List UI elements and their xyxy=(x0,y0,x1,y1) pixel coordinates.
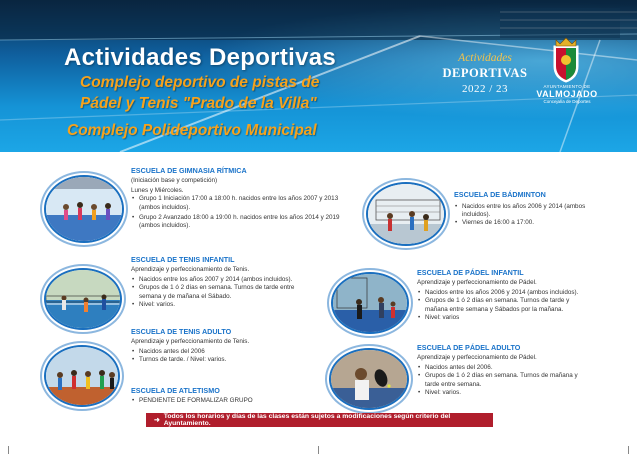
list-item: • Grupos de 1 ó 2 días en semana. Turnos de tarde entre semana y de mañana el Sábado. xyxy=(131,284,311,300)
logo-small-bottom: Concejalía de Deportes xyxy=(543,99,591,104)
section-list xyxy=(131,195,346,230)
section-gimnasia xyxy=(131,166,346,230)
badge-line-1: Actividades xyxy=(458,52,512,64)
list-item: • Viernes de 16:00 a 17:00. xyxy=(454,219,594,227)
section-days: Lunes y Miércoles. xyxy=(131,187,184,195)
list-item: • Nacidos entre los años 2006 y 2014 (ambos incluidos). xyxy=(417,289,592,297)
section-atletismo xyxy=(131,386,311,405)
section-subtitle: Aprendizaje y perfeccionamiento de Tenis. xyxy=(131,266,250,273)
section-title: ESCUELA DE ATLETISMO xyxy=(131,386,220,395)
header-banner xyxy=(0,0,637,152)
schedule-notice-banner xyxy=(146,413,493,427)
section-list xyxy=(131,276,311,309)
section-title: ESCUELA DE BÁDMINTON xyxy=(454,190,546,199)
crop-mark xyxy=(8,446,9,454)
section-subtitle: Aprendizaje y perfeccionamiento de Pádel. xyxy=(417,354,537,361)
list-item: • Nacidos antes del 2006. xyxy=(417,364,592,372)
list-item: • Nacidos entre los años 2006 y 2014 (ambos incluidos). xyxy=(454,203,594,219)
town-crest-logo xyxy=(546,36,586,84)
section-title: ESCUELA DE PÁDEL ADULTO xyxy=(417,343,521,352)
list-item: • Turnos de tarde. / Nivel: varios. xyxy=(131,356,311,364)
logo-town-name: VALMOJADO xyxy=(536,89,598,99)
section-tenis-adulto xyxy=(131,327,311,365)
notice-text: Todos los horarios y días de las clases están sujetos a modificaciones según criterio del Ayuntamiento. xyxy=(163,413,451,427)
subtitle-line-1: Complejo deportivo de pistas de xyxy=(80,74,320,91)
page-title: Actividades Deportivas xyxy=(64,44,337,71)
subtitle-line-2: Pádel y Tenis "Prado de la Villa" xyxy=(80,95,317,112)
section-badminton xyxy=(454,190,594,228)
badge-line-2: DEPORTIVAS xyxy=(442,66,528,80)
photo-ring xyxy=(325,344,413,414)
town-logo-text xyxy=(530,84,604,104)
list-item: • Grupo 2 Avanzado 18:00 a 19:00 h. nacidos entre los años 2014 y 2019 (ambos incluidos). xyxy=(131,214,346,230)
section-list xyxy=(454,203,594,228)
section-subtitle: Aprendizaje y perfeccionamiento de Pádel. xyxy=(417,279,537,286)
section-padel-infantil xyxy=(417,268,592,322)
badge-season: 2022 / 23 xyxy=(461,83,509,95)
section-list xyxy=(131,397,311,405)
photo-ring xyxy=(40,171,128,247)
list-item: • Grupo 1 Iniciación 17:00 a 18:00 h. nacidos entre los años 2007 y 2013 (ambos incluidos). xyxy=(131,195,346,211)
section-subtitle: Aprendizaje y perfeccionamiento de Tenis. xyxy=(131,338,250,345)
section-subtitle: (Iniciación base y competición) xyxy=(131,177,218,184)
section-title: ESCUELA DE TENIS INFANTIL xyxy=(131,255,235,264)
section-title: ESCUELA DE GIMNASIA RÍTMICA xyxy=(131,166,247,175)
section-list xyxy=(131,348,311,364)
list-item: • Nivel: varios. xyxy=(417,389,592,397)
section-title: ESCUELA DE PÁDEL INFANTIL xyxy=(417,268,524,277)
subtitle-line-3: Complejo Polideportivo Municipal xyxy=(67,122,317,139)
list-item: • Nacidos entre los años 2007 y 2014 (ambos incluidos). xyxy=(131,276,311,284)
section-tenis-infantil xyxy=(131,255,311,309)
list-item: • Nacidos antes del 2006 xyxy=(131,348,311,356)
section-list xyxy=(417,289,592,322)
crop-mark xyxy=(628,446,629,454)
list-item: • PENDIENTE DE FORMALIZAR GRUPO xyxy=(131,397,311,405)
list-item: • Grupos de 1 ó 2 días en semana. Turnos de tarde y mañana entre semana y Sábados por la mañana. xyxy=(417,297,592,313)
logo-small-top: AYUNTAMIENTO DE xyxy=(543,84,591,89)
season-badge xyxy=(440,52,530,95)
photo-ring xyxy=(327,268,413,338)
section-title: ESCUELA DE TENIS ADULTO xyxy=(131,327,232,336)
list-item: • Grupos de 1 ó 2 días en semana. Turnos de mañana y tarde entre semana. xyxy=(417,372,592,388)
list-item: • Nivel: varios xyxy=(417,314,592,322)
list-item: • Nivel: varios. xyxy=(131,301,311,309)
photo-ring xyxy=(362,178,450,250)
photo-ring xyxy=(40,341,124,411)
section-list xyxy=(417,364,592,397)
arrow-right-icon: ➜ xyxy=(154,417,160,424)
crop-mark xyxy=(318,446,319,454)
section-padel-adulto xyxy=(417,343,592,397)
photo-ring xyxy=(40,264,126,334)
